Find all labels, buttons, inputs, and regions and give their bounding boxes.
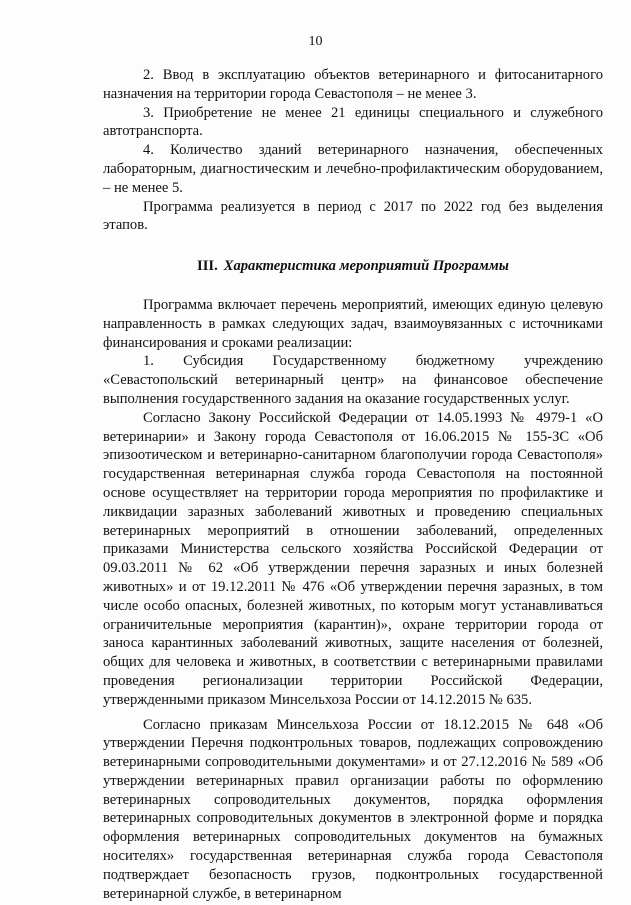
paragraph-ministry-orders: Согласно приказам Минсельхоза России от 18.12.2015 № 648 «Об утверждении Перечня подконтрольных товаров, подлежащих сопровождению ветеринарными сопроводительными документами» и от 27.12.2016 № 589 «Об утверждении ветеринарных правил организации работы по оформлению ветеринарных сопроводительных документов, порядка оформления ветеринарных сопроводительных документов в электронной форме и порядка оформления ветеринарных сопроводительных документов на бумажных носителях» государственная ветеринарная служба города Севастополя подтверждает безопасность грузов, подконтрольных государственной ветеринарной службе, в ветеринарном xyxy=(103,716,603,902)
section-number: III. xyxy=(197,258,218,275)
paragraph-federal-law: Согласно Закону Российской Федерации от 14.05.1993 № 4979-1 «О ветеринарии» и Закону города Севастополя от 16.06.2015 № 155-ЗС «Об эпизоотическом и ветеринарно-санитарном благополучии города Севастополя» государственная ветеринарная служба города Севастополя на постоянной основе осуществляет на территории города мероприятия по профилактике и ликвидации заразных заболеваний животных и проведению специальных ветеринарных мероприятий в отношении заболеваний, определенных приказами Министерства сельского хозяйства Российской Федерации от 09.03.2011 № 62 «Об утверждении перечня заразных и иных болезней животных» и от 19.12.2011 № 476 «Об утверждении перечня заразных, в том числе особо опасных, болезней животных, по которым могут устанавливаться ограничительные мероприятия (карантин)», охране территории города от заноса карантинных заболеваний животных, защите населения от болезней, общих для человека и животных, в соответствии с ветеринарными правилами проведения регионализации территории Российской Федерации, утвержденными приказом Минсельхоза России от 14.12.2015 № 635. xyxy=(103,409,603,708)
section-heading xyxy=(103,257,603,276)
section-title: Характеристика мероприятий Программы xyxy=(223,258,509,275)
document-body xyxy=(103,66,603,903)
paragraph-subsidy: 1. Субсидия Государственному бюджетному учреждению «Севастопольский ветеринарный центр» на финансовое обеспечение выполнения государственного задания на оказание государственных услуг. xyxy=(103,353,603,407)
paragraph-target-3: 3. Приобретение не менее 21 единицы специального и служебного автотранспорта. xyxy=(103,104,603,140)
paragraph-target-4: 4. Количество зданий ветеринарного назначения, обеспеченных лабораторным, диагностическим и лечебно-профилактическим оборудованием, – не менее 5. xyxy=(103,142,603,196)
paragraph-target-2: 2. Ввод в эксплуатацию объектов ветеринарного и фитосанитарного назначения на территории города Севастополя – не менее 3. xyxy=(103,67,603,102)
paragraph-program-includes: Программа включает перечень мероприятий, имеющих единую целевую направленность в рамках следующих задач, взаимоувязанных с источниками финансирования и сроками реализации: xyxy=(103,296,603,351)
paragraph-program-period: Программа реализуется в период с 2017 по 2022 год без выделения этапов. xyxy=(103,198,603,234)
page-number: 10 xyxy=(308,34,323,49)
